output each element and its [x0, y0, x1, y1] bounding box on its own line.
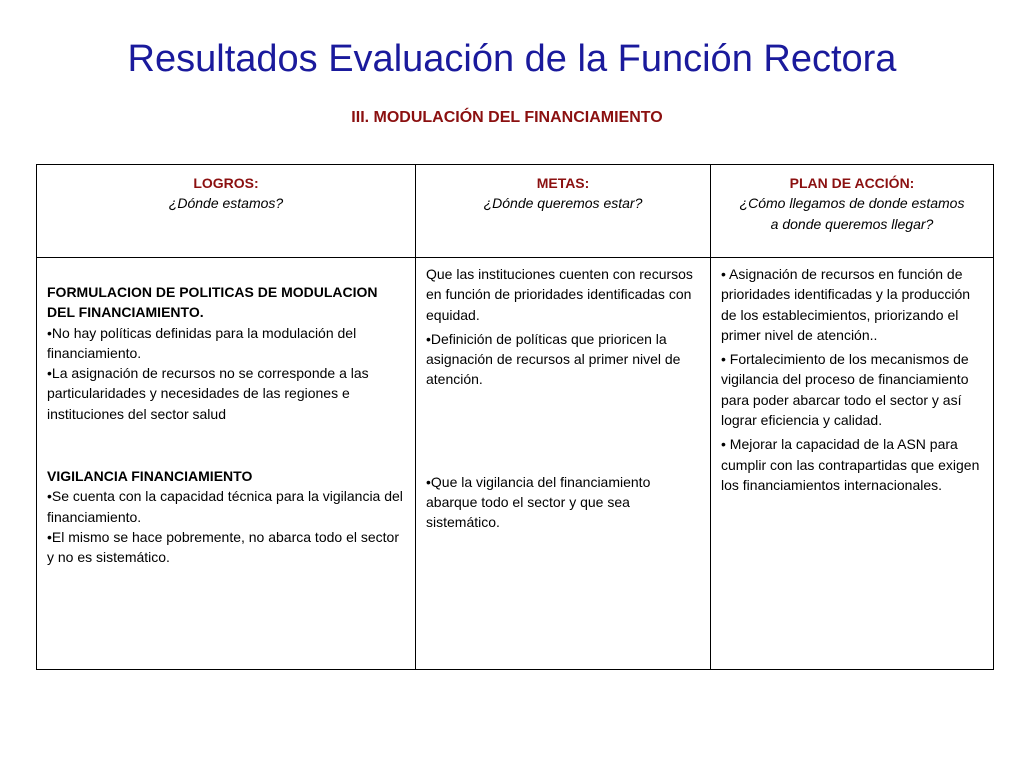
- header-logros: [37, 165, 416, 258]
- header-metas: [416, 165, 711, 258]
- logros-item: •Se cuenta con la capacidad técnica para la vigilancia del financiamiento.: [47, 488, 403, 525]
- plan-item: • Asignación de recursos en función de prioridades identificadas y la producción de los establecimientos, priorizando el primer nivel de atención..: [721, 266, 971, 343]
- logros-item: •La asignación de recursos no se corresponde a las particularidades y necesidades de las regiones e instituciones del sector salud: [47, 365, 369, 422]
- plan-item: • Mejorar la capacidad de la ASN para cumplir con las contrapartidas que exigen los financiamientos internacionales.: [721, 436, 980, 493]
- header-logros-question: ¿Dónde estamos?: [168, 195, 284, 212]
- metas-cell: [416, 258, 711, 670]
- header-logros-label: LOGROS:: [193, 175, 259, 191]
- logros-item: •No hay políticas definidas para la modulación del financiamiento.: [47, 324, 357, 361]
- header-plan: [711, 165, 994, 258]
- plan-item: • Fortalecimiento de los mecanismos de vigilancia del proceso de financiamiento para poder abarcar todo el sector y así lograr eficiencia y calidad.: [721, 351, 969, 429]
- table-header-row: [37, 165, 994, 258]
- metas-item: Que las instituciones cuenten con recursos en función de prioridades identificadas con equidad.: [426, 266, 693, 323]
- logros-item: •El mismo se hace pobremente, no abarca todo el sector y no es sistemático.: [47, 528, 399, 566]
- logros-section-title: FORMULACION DE POLITICAS DE MODULACION DEL FINANCIAMIENTO.: [47, 284, 378, 321]
- header-metas-label: METAS:: [536, 175, 590, 191]
- header-plan-label: PLAN DE ACCIÓN:: [789, 175, 915, 191]
- slide-title: Resultados Evaluación de la Función Rectora: [127, 38, 897, 80]
- header-metas-question: ¿Dónde queremos estar?: [483, 195, 643, 212]
- table-body-row: [37, 258, 994, 670]
- logros-section-title: VIGILANCIA FINANCIAMIENTO: [47, 468, 253, 485]
- metas-item: •Que la vigilancia del financiamiento abarque todo el sector y que sea sistemático.: [426, 473, 651, 531]
- evaluation-table: [36, 164, 994, 670]
- metas-item: •Definición de políticas que prioricen la asignación de recursos al primer nivel de atención.: [426, 330, 681, 388]
- logros-cell: [37, 258, 416, 670]
- plan-cell: [711, 258, 994, 670]
- slide-subtitle: III. MODULACIÓN DEL FINANCIAMIENTO: [351, 109, 663, 126]
- header-plan-question: ¿Cómo llegamos de donde estamos a donde queremos llegar?: [739, 195, 965, 232]
